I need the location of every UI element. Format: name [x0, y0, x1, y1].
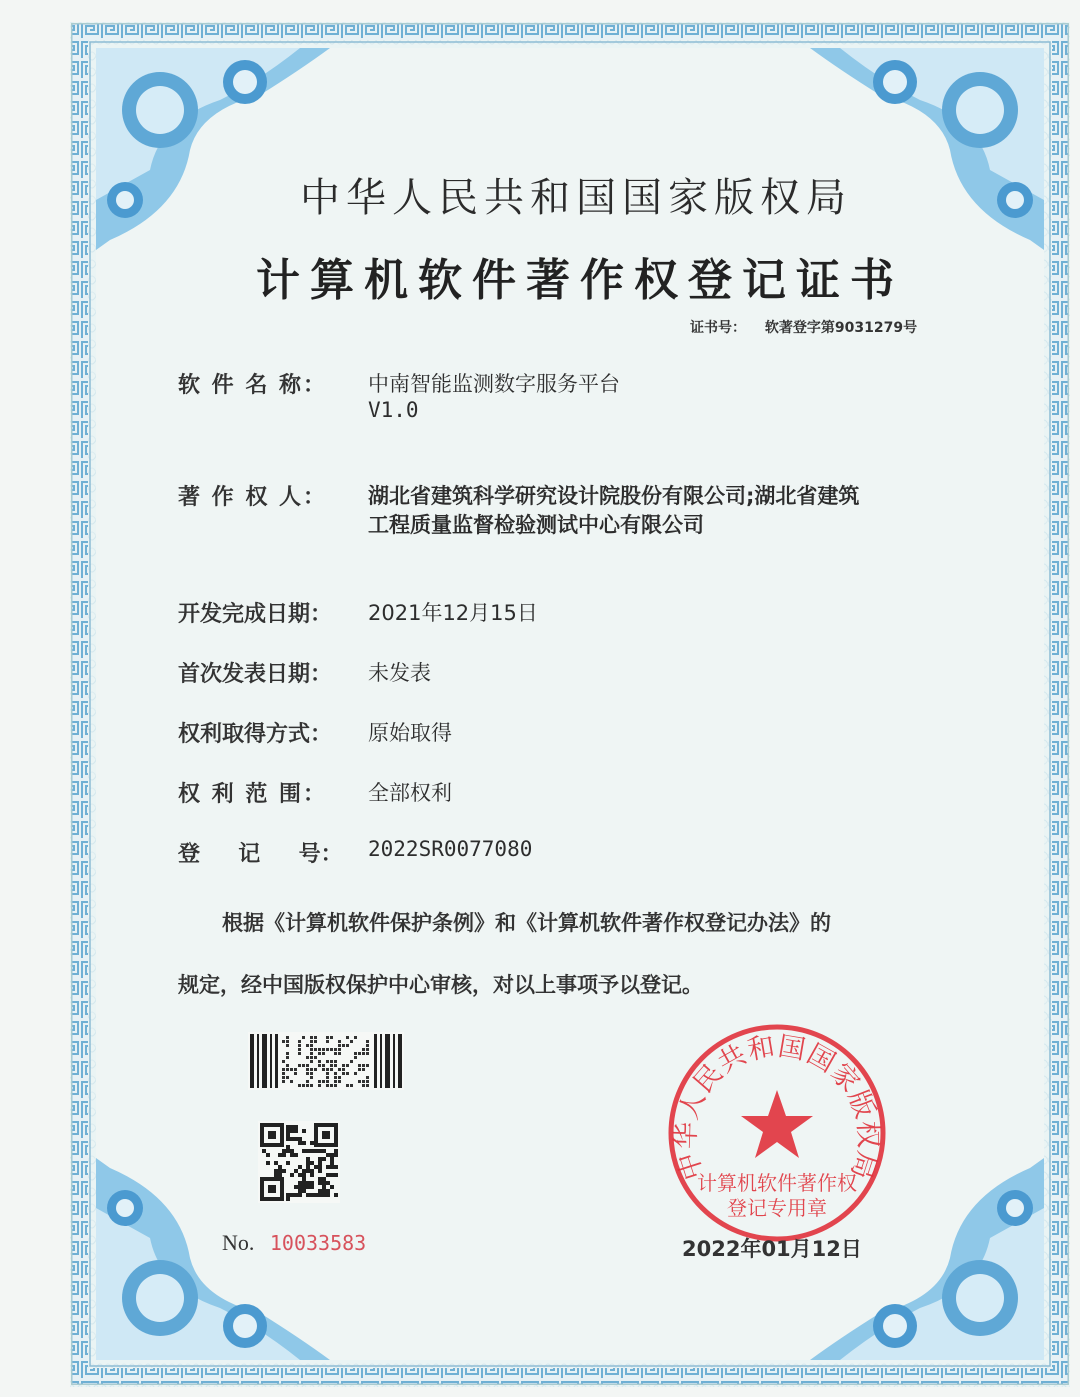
field-value-software-version: V1.0: [368, 398, 419, 422]
barcode: [248, 1032, 404, 1090]
field-value-copyright-owner: 湖北省建筑科学研究设计院股份有限公司;湖北省建筑: [368, 484, 860, 508]
seal-inner-line-1: 计算机软件著作权: [697, 1171, 857, 1195]
field-value-software-name: 中南智能监测数字服务平台: [368, 372, 620, 396]
seal-inner-line-2: 登记专用章: [727, 1196, 827, 1220]
field-label-acquisition-method: 权利取得方式：: [178, 722, 333, 747]
field-label-registration-number: 登 记 号：: [178, 842, 343, 867]
serial-number-value: 10033583: [269, 1231, 367, 1255]
field-label-first-publication: 首次发表日期：: [178, 662, 333, 687]
qr-code: [258, 1121, 340, 1203]
issue-date: 2022年01月12日: [682, 1237, 862, 1261]
field-value-completion-date: 2021年12月15日: [368, 601, 538, 625]
field-label-software-name: 软 件 名 称：: [178, 373, 327, 398]
certificate-number-value: 软著登字第9031279号: [764, 320, 918, 336]
official-seal: [662, 1018, 892, 1248]
certificate-number: [690, 317, 917, 337]
field-value-first-publication: 未发表: [368, 661, 431, 685]
field-value-copyright-owner-cont: 工程质量监督检验测试中心有限公司: [368, 513, 704, 537]
statement-line-1: 根据《计算机软件保护条例》和《计算机软件著作权登记办法》的: [222, 911, 831, 935]
serial-number: [222, 1230, 366, 1256]
serial-number-label: No.: [222, 1230, 255, 1255]
field-value-acquisition-method: 原始取得: [368, 721, 452, 745]
field-label-copyright-owner: 著 作 权 人：: [178, 485, 327, 510]
certificate-title: 计算机软件著作权登记证书: [256, 255, 904, 306]
statement-line-2: 规定，经中国版权保护中心审核，对以上事项予以登记。: [178, 973, 703, 997]
issuer-title: 中华人民共和国国家版权局: [300, 175, 852, 221]
field-value-rights-scope: 全部权利: [368, 781, 452, 805]
field-label-completion-date: 开发完成日期：: [178, 602, 333, 627]
seal-ring-text: 中华人民共和国国家版权局: [670, 1030, 884, 1184]
certificate-number-label: 证书号：: [690, 320, 746, 336]
field-value-registration-number: 2022SR0077080: [368, 837, 533, 861]
field-label-rights-scope: 权 利 范 围：: [178, 782, 327, 807]
seal-star-icon: [741, 1090, 813, 1158]
